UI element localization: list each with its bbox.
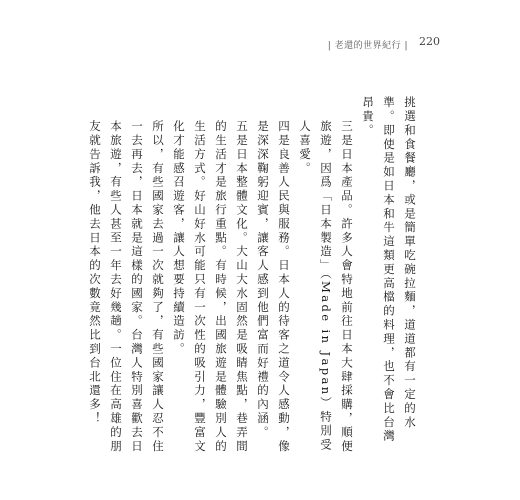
paragraph-4: 五是日本整體文化。大山大水固然是吸睛焦點，巷弄間的生活才是旅行重點。有時候，出國旅遊是體驗別人的生活方式。好山好水可能只有一次性的吸引力，豐富文化才能感召遊客，讓人想要持續造訪。 — [172, 120, 249, 454]
running-head — [328, 38, 408, 51]
running-head-title: | 老還的世界紀行 | — [327, 41, 408, 51]
paragraph-2: 三是日本產品。許多人會特地前往日本大肆採購，順便旅遊，因爲「日本製造」（Made in Japan）特別受人喜愛。 — [298, 120, 354, 454]
paragraph-5: 所以，有些國家去過一次就夠了，有些國家讓人忍不住一去再去，日本就是這樣的國家。台灣人特別喜歡去日本旅遊，有些人甚至一年去好幾趟。一位住在高雄的朋友就告訴我，他去日本的次數竟然比到台北還多！ — [88, 120, 165, 454]
paragraph-3: 四是良善人民與服務。日本人的待客之道令人感動，像是深深鞠躬迎賓，讓客人感到他們富而好禮的內涵。 — [256, 120, 291, 454]
paragraph-1: 挑選和食餐廳，或是簡單吃碗拉麵，道道都有一定的水準。即使是如日本和牛這類更高檔的料理，也不會比台灣昂貴。 — [361, 96, 417, 444]
body-text — [88, 96, 420, 456]
page-number: 220 — [419, 35, 440, 48]
